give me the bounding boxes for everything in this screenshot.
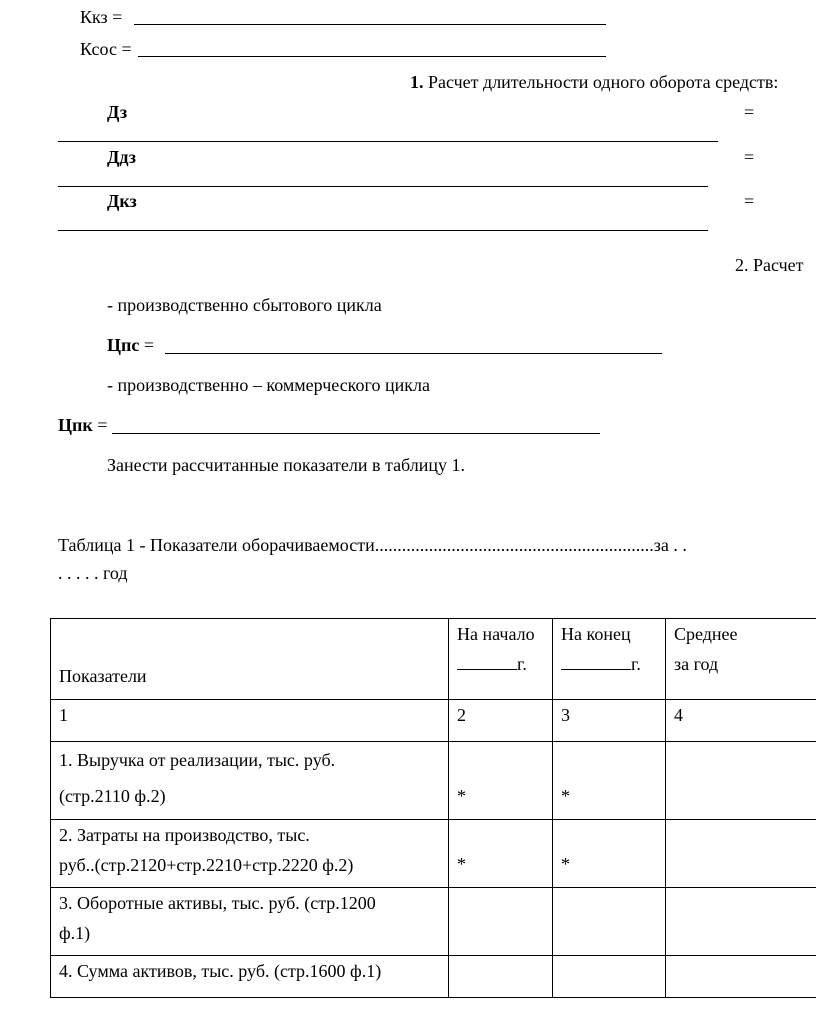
table-row: [51, 888, 816, 956]
row1-line1: 1. Выручка от реализации, тыс. руб.: [59, 750, 336, 770]
row1-line2: (стр.2110 ф.2): [59, 786, 166, 806]
dz-underline: [58, 141, 718, 142]
row2-start: [449, 820, 553, 888]
row1-end-value: *: [561, 786, 570, 806]
table-row: [51, 820, 816, 888]
table-caption-line1: Таблица 1 - Показатели оборачиваемости..............................................................за . .: [58, 535, 687, 555]
col-number-3: 3: [553, 700, 666, 742]
header-indicators: [51, 619, 449, 700]
row2-average: [666, 820, 816, 888]
cycle1-text: - производственно сбытового цикла: [107, 295, 382, 315]
row3-indicator: [51, 888, 449, 956]
row4-average: [666, 956, 816, 998]
row1-end: [553, 742, 666, 820]
row4-start: [449, 956, 553, 998]
cps-underline: [165, 353, 662, 354]
row4-line1: 4. Сумма активов, тыс. руб. (стр.1600 ф.1): [59, 961, 382, 981]
cpk-formula: [58, 414, 107, 436]
row3-line1: 3. Оборотные активы, тыс. руб. (стр.1200: [59, 893, 376, 913]
kkz-label: Ккз =: [80, 7, 123, 27]
ddz-label: Ддз: [107, 147, 136, 167]
dz-label: Дз: [107, 102, 128, 122]
row1-start: [449, 742, 553, 820]
row2-line1: 2. Затраты на производство, тыс.: [59, 825, 310, 845]
dkz-label: Дкз: [107, 191, 137, 211]
col-number-1: 1: [51, 700, 449, 742]
ddz-underline: [58, 186, 708, 187]
table-caption-line2: . . . . . год: [58, 563, 128, 583]
section1-number: 1.: [410, 72, 424, 92]
col-number-2: 2: [449, 700, 553, 742]
table-header-row: [51, 619, 816, 700]
table-number-row: [51, 700, 816, 742]
ddz-equals: =: [744, 147, 755, 167]
cps-formula: [107, 334, 154, 356]
cps-label: Цпс: [107, 335, 140, 355]
header-end-label: На конец: [561, 624, 631, 644]
col-number-4: 4: [666, 700, 816, 742]
row2-start-value: *: [457, 854, 466, 874]
cpk-underline: [112, 433, 600, 434]
row3-end: [553, 888, 666, 956]
header-start-year-suffix: г.: [517, 654, 527, 674]
header-average-line1: Среднее: [674, 624, 738, 644]
row2-indicator: [51, 820, 449, 888]
section2-title: 2. Расчет: [735, 255, 804, 275]
header-end-year-blank: [561, 649, 631, 670]
cycle2-text: - производственно – коммерческого цикла: [107, 375, 430, 395]
row3-line2: ф.1): [59, 923, 91, 943]
header-end-year-suffix: г.: [631, 654, 641, 674]
header-average-line2: за год: [674, 654, 719, 674]
row1-start-value: *: [457, 786, 466, 806]
kkz-underline: [134, 24, 606, 25]
section1-title: [410, 71, 778, 93]
table-row: [51, 742, 816, 820]
cpk-label: Цпк: [58, 415, 93, 435]
table-row: [51, 956, 816, 998]
header-average: [666, 619, 816, 700]
ksos-label: Ксос =: [80, 39, 132, 59]
row3-average: [666, 888, 816, 956]
cpk-equals: =: [92, 415, 108, 435]
dkz-underline: [58, 230, 708, 231]
row3-start: [449, 888, 553, 956]
header-start-year-blank: [457, 649, 517, 670]
header-end: [553, 619, 666, 700]
row2-end-value: *: [561, 854, 570, 874]
indicators-table: [50, 618, 816, 998]
section1-title-text: Расчет длительности одного оборота средств:: [423, 72, 779, 92]
row1-average: [666, 742, 816, 820]
dz-equals: =: [744, 102, 755, 122]
row4-end: [553, 956, 666, 998]
header-indicators-label: Показатели: [59, 666, 147, 686]
instruction-text: Занести рассчитанные показатели в таблицу 1.: [107, 455, 466, 475]
cps-equals: =: [139, 335, 155, 355]
dkz-equals: =: [744, 191, 755, 211]
header-start-label: На начало: [457, 624, 535, 644]
header-start: [449, 619, 553, 700]
ksos-underline: [138, 56, 606, 57]
row2-line2: руб..(стр.2120+стр.2210+стр.2220 ф.2): [59, 855, 354, 875]
row1-indicator: [51, 742, 449, 820]
row4-indicator: [51, 956, 449, 998]
row2-end: [553, 820, 666, 888]
